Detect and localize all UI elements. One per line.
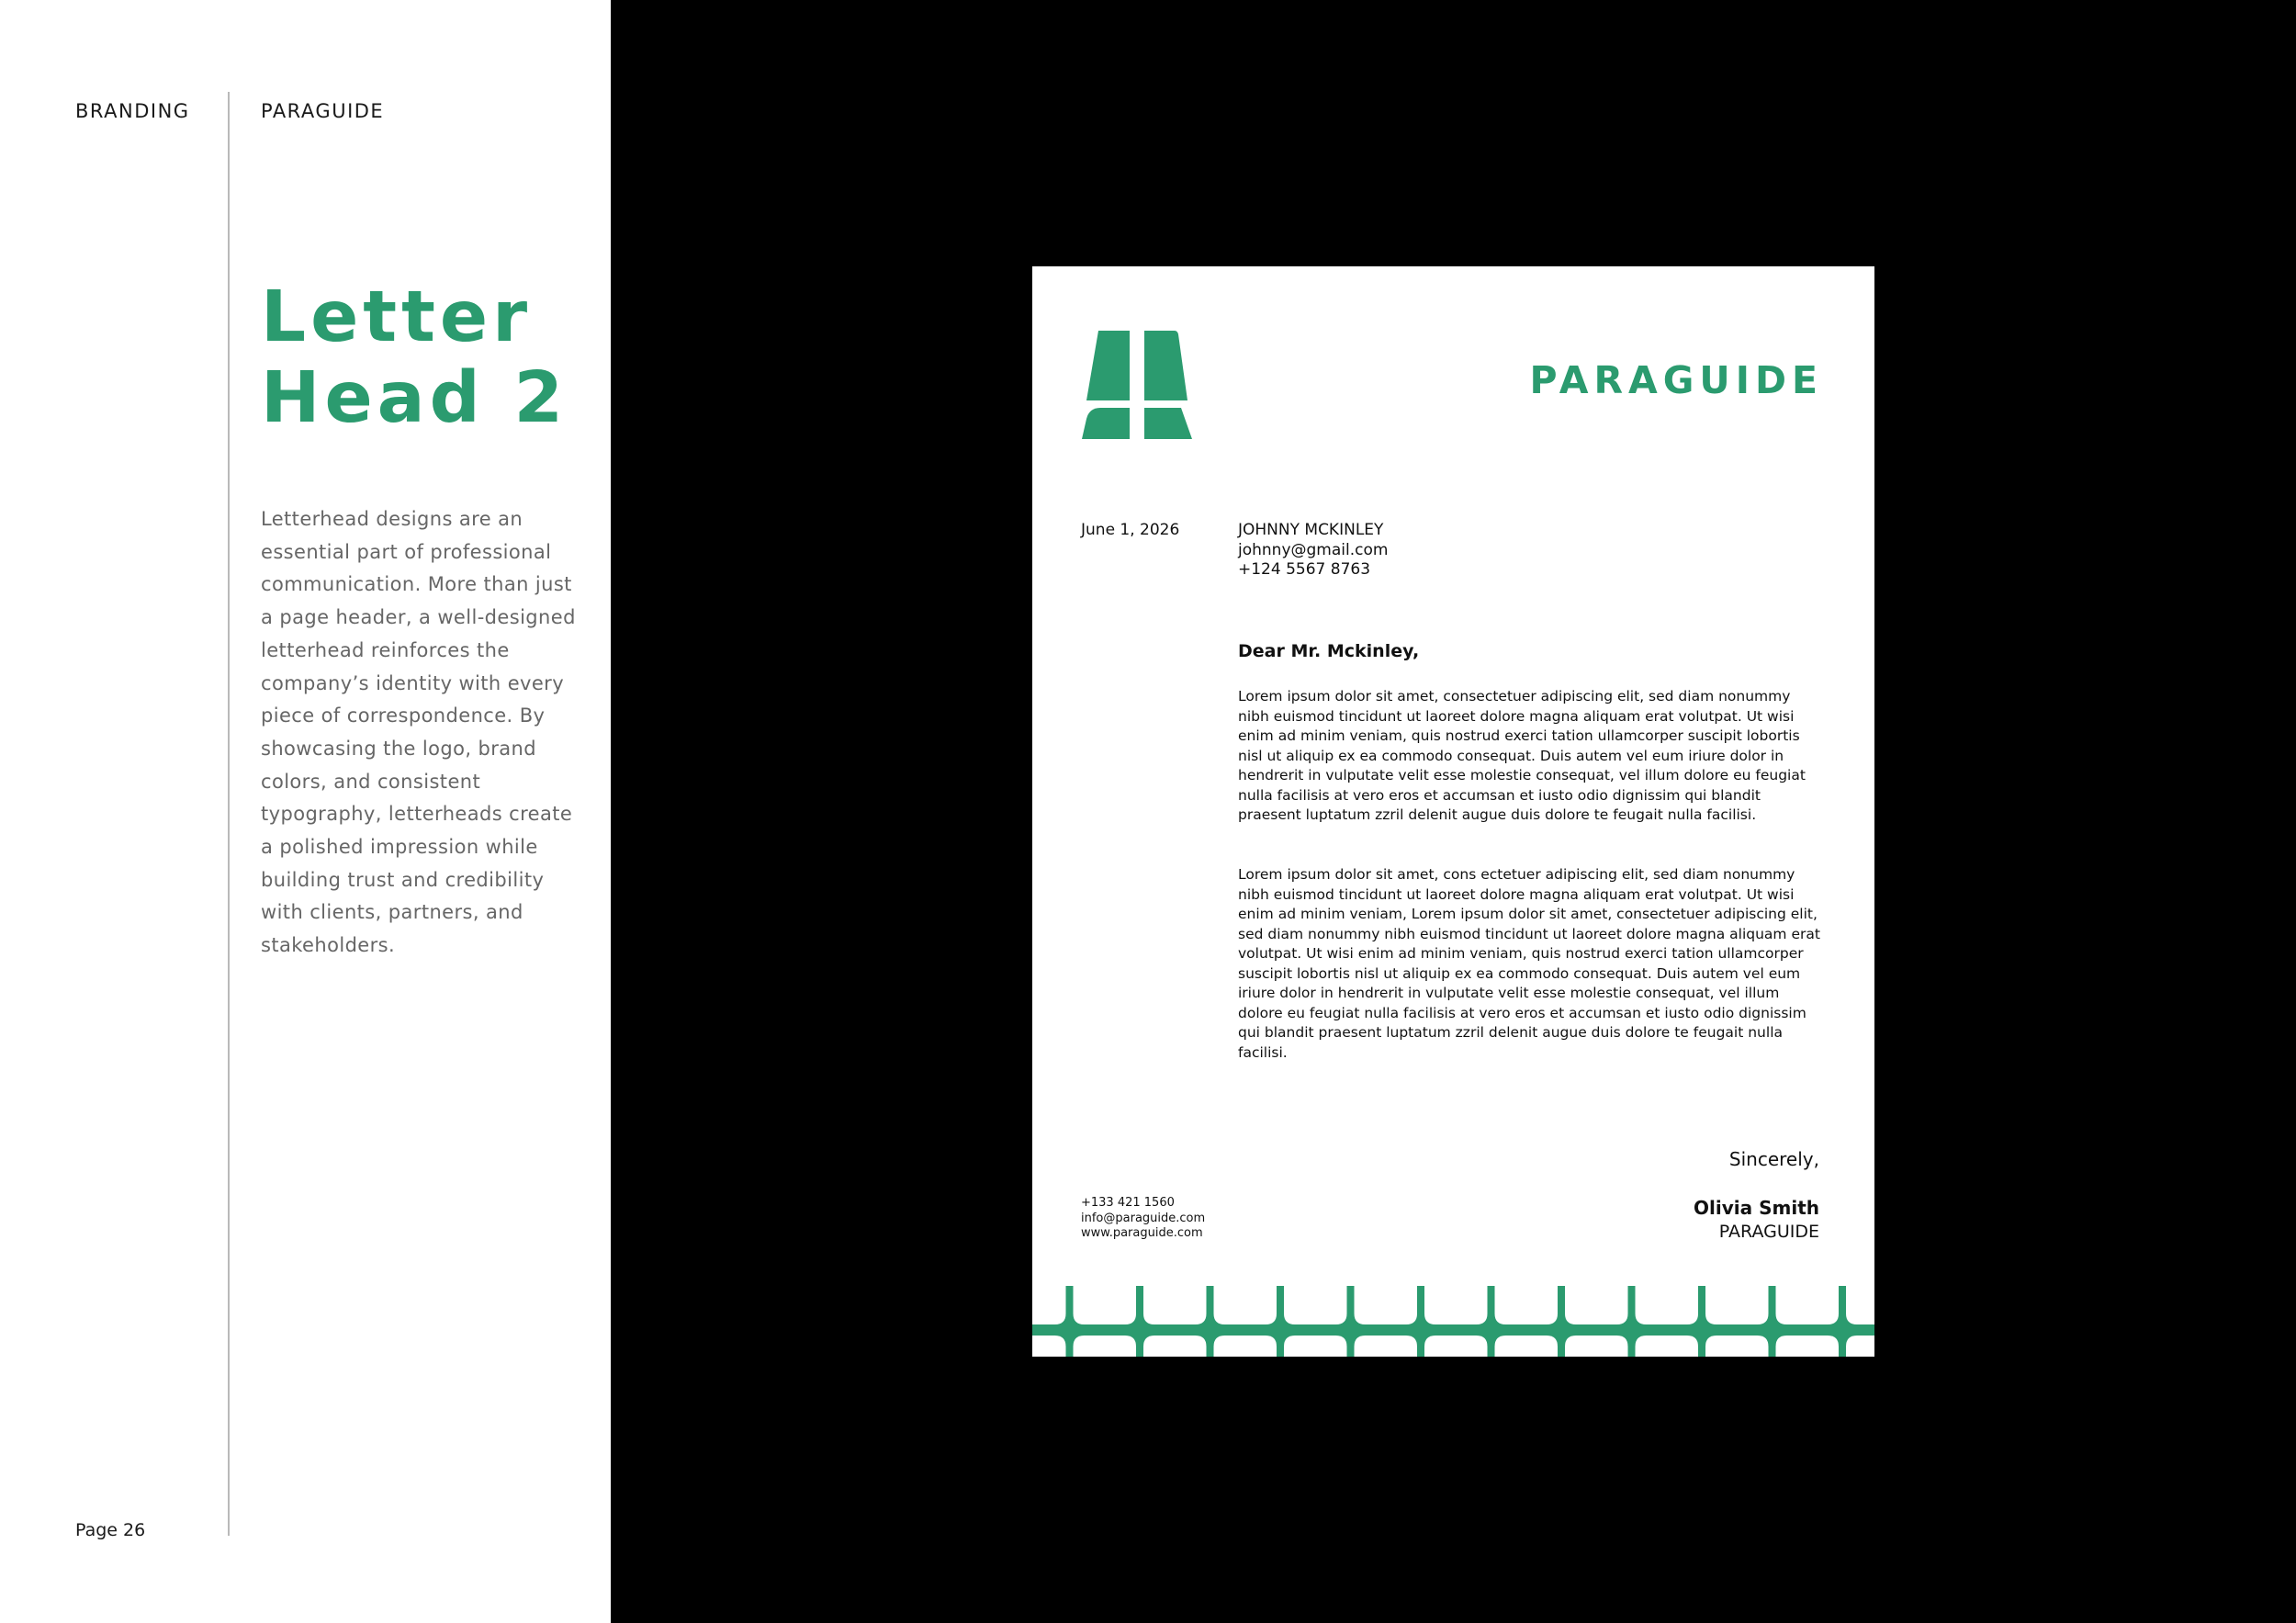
recipient-name: JOHNNY MCKINLEY xyxy=(1238,521,1384,539)
title-line-2: Head 2 xyxy=(261,357,568,439)
vertical-divider xyxy=(228,92,230,1536)
page-title xyxy=(261,277,568,439)
page-number: Page 26 xyxy=(75,1520,146,1540)
arch-pattern-icon xyxy=(1032,1286,1874,1357)
pattern-tile xyxy=(1074,1286,1137,1324)
body-paragraph: Lorem ipsum dolor sit amet, consectetuer adipiscing elit, sed diam nonummy nibh euismod tincidunt ut laoreet dolore magna aliquam erat volutpat. Ut wisi enim ad minim veniam, quis nostrud exerci tation ullamcorper suscipit lobortis nisl ut aliquip ex ea commodo consequat. Duis autem vel eum iriure dolor in hendrerit in vulputate velit esse molestie consequat, vel illum dolore eu feugiat nulla facilisis at vero eros et accumsan et iusto odio dignissim qui blandit praesent luptatum zzril delenit augue duis dolore te feugait nulla facilisi. xyxy=(1238,688,1806,823)
pattern-tile xyxy=(1284,1286,1347,1324)
pattern-tile xyxy=(1776,1336,1840,1357)
pattern-tile xyxy=(1032,1336,1066,1357)
paraguide-logo-icon xyxy=(1082,331,1192,439)
signature-company: PARAGUIDE xyxy=(1718,1222,1819,1242)
pattern-tile xyxy=(1355,1336,1418,1357)
pattern-tile xyxy=(1495,1286,1559,1324)
signature-name: Olivia Smith xyxy=(1694,1197,1819,1219)
pattern-tile xyxy=(1705,1286,1769,1324)
brand-wordmark: PARAGUIDE xyxy=(1529,358,1823,402)
pattern-tile xyxy=(1424,1336,1488,1357)
pattern-tile xyxy=(1214,1286,1277,1324)
pattern-tile xyxy=(1565,1286,1628,1324)
brand-label: PARAGUIDE xyxy=(261,100,385,122)
letterhead-preview xyxy=(1032,266,1874,1357)
footer-email: info@paraguide.com xyxy=(1081,1211,1206,1225)
closing-text: Sincerely, xyxy=(1728,1148,1819,1170)
pattern-tile xyxy=(1636,1336,1699,1357)
info-panel xyxy=(0,0,611,1623)
pattern-tile xyxy=(1495,1336,1559,1357)
salutation: Dear Mr. Mckinley, xyxy=(1238,641,1420,661)
pattern-tile xyxy=(1032,1286,1066,1324)
pattern-tile xyxy=(1284,1336,1347,1357)
letter-date: June 1, 2026 xyxy=(1081,521,1180,539)
pattern-tile xyxy=(1143,1286,1207,1324)
body-paragraph: Lorem ipsum dolor sit amet, cons ectetuer adipiscing elit, sed diam nonummy nibh euismod tincidunt ut laoreet dolore magna aliquam erat volutpat. Ut wisi enim ad minim veniam, Lorem ipsum dolor sit amet, consectetuer adipiscing elit, sed diam nonummy nibh euismod tincidunt ut laoreet dolore magna aliquam erat volutpat. Ut wisi enim ad minim veniam, quis nostrud exerci tation ullamcorper suscipit lobortis nisl ut aliquip ex ea commodo consequat. Duis autem vel eum iriure dolor in hendrerit in vulputate velit esse molestie consequat, vel illum dolore eu feugiat nulla facilisis at vero eros et accumsan et iusto odio dignissim qui blandit praesent luptatum zzril delenit augue duis dolore te feugait nulla facilisi. xyxy=(1238,866,1820,1061)
pattern-tile xyxy=(1846,1336,1874,1357)
pattern-tile xyxy=(1565,1336,1628,1357)
pattern-tile xyxy=(1214,1336,1277,1357)
title-line-1: Letter xyxy=(261,276,533,358)
pattern-tile xyxy=(1424,1286,1488,1324)
pattern-tile xyxy=(1636,1286,1699,1324)
recipient-phone: +124 5567 8763 xyxy=(1238,560,1371,579)
pattern-tile xyxy=(1846,1286,1874,1324)
footer-phone: +133 421 1560 xyxy=(1081,1196,1175,1210)
recipient-block xyxy=(1238,521,1388,580)
footer-website: www.paraguide.com xyxy=(1081,1226,1203,1240)
signature-block xyxy=(1694,1196,1819,1244)
pattern-tile xyxy=(1355,1286,1418,1324)
footer-contact xyxy=(1081,1196,1205,1242)
description-text: Letterhead designs are an essential part of professional communication. More than just a page header, a well-designed letterhead reinforces the company’s identity with every piece of correspondence. By showcasing the logo, brand colors, and consistent typography, letterheads create a polished impression while building trust and credibility with clients, partners, and stakeholders. xyxy=(261,508,576,957)
pattern-tile xyxy=(1776,1286,1840,1324)
recipient-email: johnny@gmail.com xyxy=(1238,540,1389,559)
pattern-tile xyxy=(1074,1336,1137,1357)
section-label: BRANDING xyxy=(75,100,190,122)
pattern-tile xyxy=(1143,1336,1207,1357)
pattern-tile xyxy=(1705,1336,1769,1357)
